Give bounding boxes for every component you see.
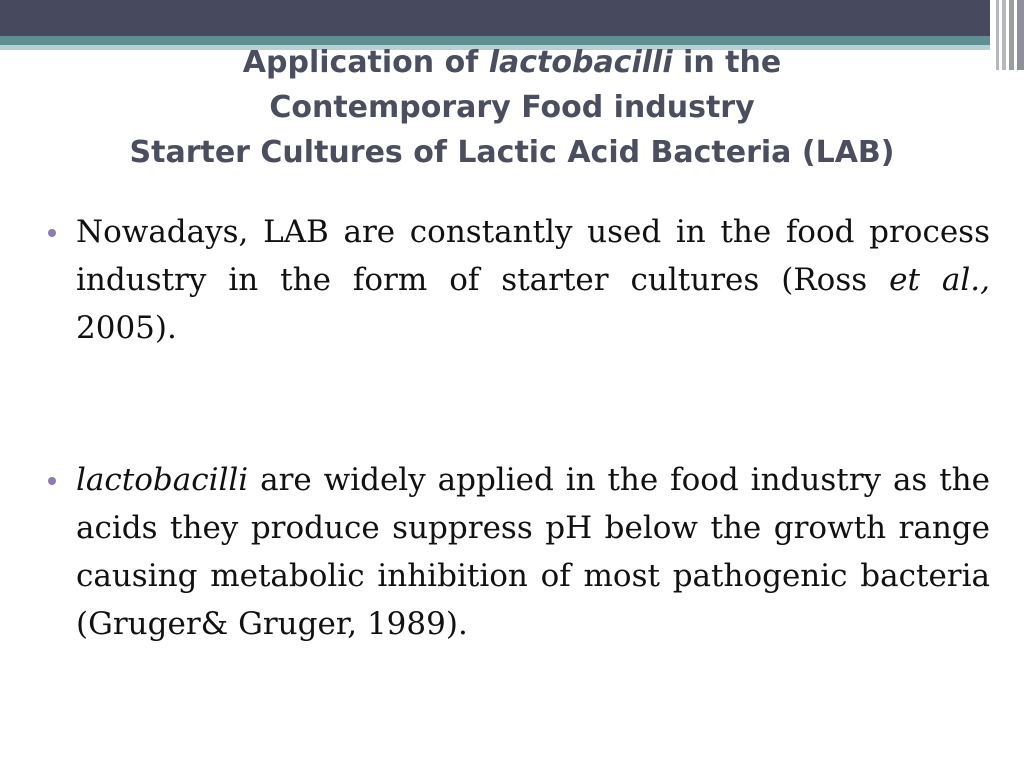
corner-stripe [1002, 0, 1006, 70]
bullet-italic-text: lactobacilli [76, 462, 249, 498]
title-line-1 [30, 40, 994, 85]
bullet-text: are widely applied in the food industry as the acids they produce suppress pH below the growth range causing metabolic inhibition of most pathogenic bacteria (Gruger& Gruger, 1989). [76, 462, 990, 642]
title-text: in the [672, 45, 782, 80]
bullet-dot-icon [48, 229, 56, 237]
title-line-3: Starter Cultures of Lactic Acid Bacteria (LAB) [129, 135, 895, 170]
title-line-2: Contemporary Food industry [269, 90, 755, 125]
corner-stripe [996, 0, 999, 70]
corner-stripe [1017, 0, 1024, 70]
slide-title [30, 40, 994, 175]
bullet-dot-icon [48, 477, 56, 485]
bullet-text: 2005). [76, 310, 177, 346]
bullet-italic-text: et al., [889, 262, 990, 298]
header-band [0, 0, 1024, 36]
bullet-text: Nowadays, LAB are constantly used in the food process industry in the form of starter cultures (Ross [76, 214, 990, 298]
title-text: Application of [242, 45, 489, 80]
corner-stripes-decoration [990, 0, 1024, 70]
bullet-item [48, 456, 990, 648]
bullet-item [48, 208, 990, 352]
title-italic-term: lactobacilli [488, 45, 673, 80]
corner-stripe [1009, 0, 1014, 70]
bullet-list [48, 208, 990, 648]
